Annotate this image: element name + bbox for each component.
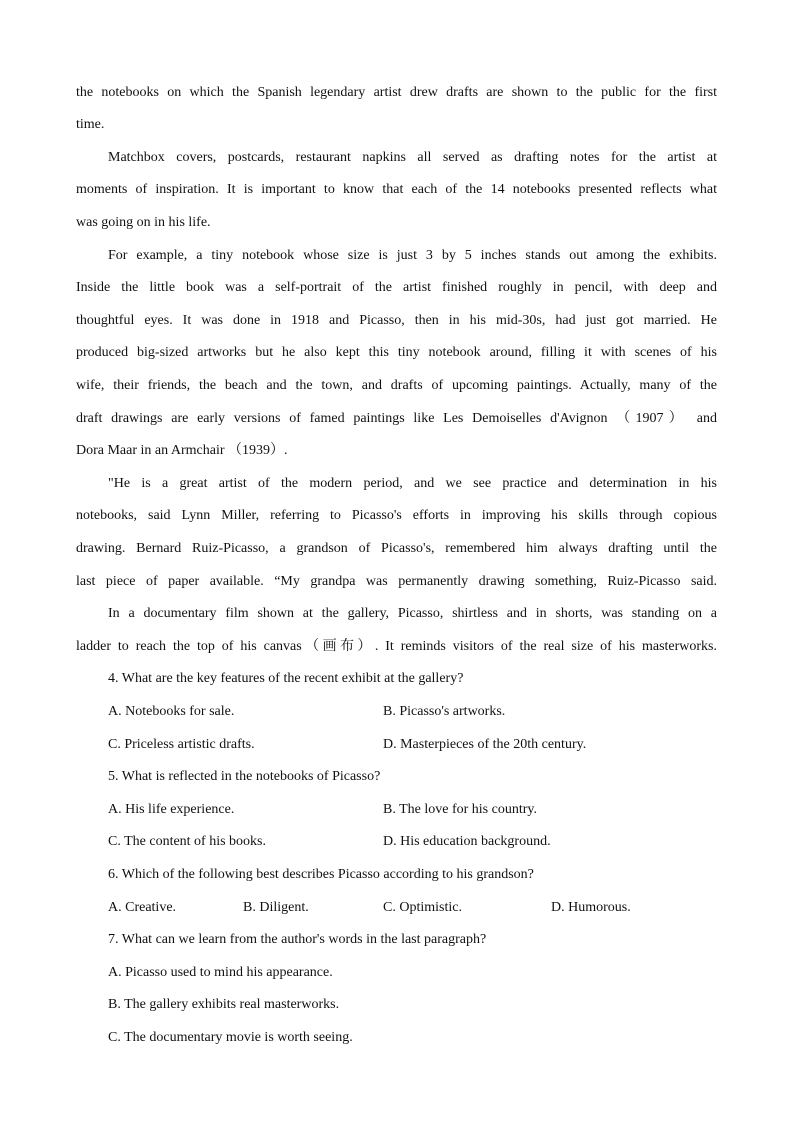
passage-line: ladder to reach the top of his canvas（画布）. It reminds visitors of the real size of his masterworks. — [76, 639, 717, 654]
passage-line: time. — [76, 117, 105, 132]
passage-line: last piece of paper available. “My grandpa was permanently drawing something, Ruiz-Picasso said. — [76, 574, 717, 589]
passage-line: thoughtful eyes. It was done in 1918 and Picasso, then in his mid-30s, had just got married. He — [76, 313, 717, 328]
answer-option: C. Optimistic. — [383, 900, 462, 915]
question-stem: 5. What is reflected in the notebooks of Picasso? — [108, 769, 381, 784]
answer-option: B. Picasso's artworks. — [383, 704, 506, 719]
answer-option: D. His education background. — [383, 834, 551, 849]
question-stem: 6. Which of the following best describes Picasso according to his grandson? — [108, 867, 534, 882]
answer-option: B. Diligent. — [243, 900, 309, 915]
passage-line: wife, their friends, the beach and the town, and drafts of upcoming paintings. Actually, many of the — [76, 378, 717, 393]
passage-line: In a documentary film shown at the gallery, Picasso, shirtless and in shorts, was standing on a — [108, 606, 717, 621]
answer-option: A. Picasso used to mind his appearance. — [108, 965, 333, 980]
passage-line: Matchbox covers, postcards, restaurant napkins all served as drafting notes for the artist at — [108, 150, 717, 165]
question-stem: 7. What can we learn from the author's words in the last paragraph? — [108, 932, 487, 947]
passage-line: draft drawings are early versions of famed paintings like Les Demoiselles d'Avignon （1907） and — [76, 411, 717, 426]
answer-option: D. Humorous. — [551, 900, 631, 915]
passage-line: "He is a great artist of the modern period, and we see practice and determination in his — [108, 476, 717, 491]
answer-option: D. Masterpieces of the 20th century. — [383, 737, 587, 752]
passage-line: Dora Maar in an Armchair （1939）. — [76, 443, 288, 458]
answer-option: C. The content of his books. — [108, 834, 267, 849]
passage-line: Inside the little book was a self-portrait of the artist finished roughly in pencil, with deep and — [76, 280, 717, 295]
passage-line: drawing. Bernard Ruiz-Picasso, a grandson of Picasso's, remembered him always drafting until the — [76, 541, 717, 556]
answer-option: B. The gallery exhibits real masterworks. — [108, 997, 340, 1012]
passage-line: the notebooks on which the Spanish legendary artist drew drafts are shown to the public for the first — [76, 85, 717, 100]
answer-option: C. Priceless artistic drafts. — [108, 737, 255, 752]
answer-option: C. The documentary movie is worth seeing. — [108, 1030, 353, 1045]
passage-line: was going on in his life. — [76, 215, 211, 230]
passage-line: produced big-sized artworks but he also kept this tiny notebook around, filling it with scenes of his — [76, 345, 717, 360]
answer-option: A. Creative. — [108, 900, 177, 915]
passage-line: For example, a tiny notebook whose size is just 3 by 5 inches stands out among the exhibits. — [108, 248, 717, 263]
passage-line: notebooks, said Lynn Miller, referring to Picasso's efforts in improving his skills through copious — [76, 508, 717, 523]
answer-option: A. Notebooks for sale. — [108, 704, 235, 719]
passage-line: moments of inspiration. It is important to know that each of the 14 notebooks presented reflects what — [76, 182, 717, 197]
answer-option: B. The love for his country. — [383, 802, 537, 817]
answer-option: A. His life experience. — [108, 802, 235, 817]
question-stem: 4. What are the key features of the recent exhibit at the gallery? — [108, 671, 464, 686]
